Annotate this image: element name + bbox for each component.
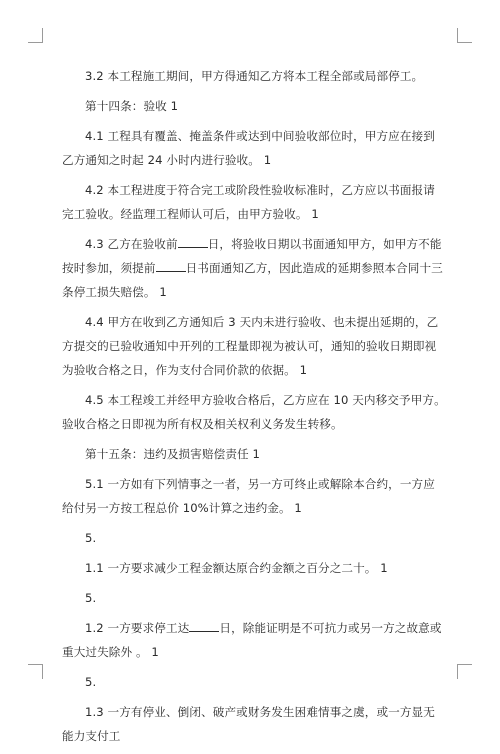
paragraph-4-1: 4.1 工程具有覆盖、掩盖条件或达到中间验收部位时，甲方应在接到乙方通知之时起 24 小时内进行验收。 1 [62, 129, 435, 167]
fill-blank [189, 619, 219, 632]
paragraph-5-1-2-part-2: 日，除能证明是不可抗力或另一方之故意或重大过失除外 。 1 [62, 621, 442, 659]
paragraph-4-2: 4.2 本工程进度于符合完工或阶段性验收标准时，乙方应以书面报请完工验收。经监理工程师认可后，由甲方验收。 1 [62, 183, 435, 221]
paragraph-4-3-part-3: 日书面通知乙方，因此造成的延期参照本合同十三条停工损失赔偿。 1 [62, 261, 443, 299]
crop-mark-top-left [28, 28, 43, 43]
crop-mark-bottom-right [457, 664, 472, 679]
article-15-heading: 第十五条：违约及损害赔偿责任 1 [85, 447, 260, 461]
paragraph-4-3-part-1: 4.3 乙方在验收前 [85, 237, 178, 251]
paragraph-5-1-1: 1.1 一方要求减少工程金额达原合约金额之百分之二十。 1 [85, 561, 388, 575]
paragraph-5-1: 5.1 一方如有下列情事之一者，另一方可终止或解除本合约，一方应给付另一方按工程总价 10%计算之违约金。 1 [62, 477, 435, 515]
paragraph-4-5: 4.5 本工程竣工并经甲方验收合格后，乙方应在 10 天内移交予甲方。验收合格之日即视为所有权及相关权利义务发生转移。 [62, 393, 446, 431]
fill-blank [178, 235, 208, 248]
paragraph-4-3-part-2: 日，将验收日期以书面通知甲方，如甲方不能按时参加，须提前 [62, 237, 442, 275]
fill-blank [156, 259, 186, 272]
paragraph-4-4: 4.4 甲方在收到乙方通知后 3 天内未进行验收、也未提出延期的，乙方提交的已验收通知中开列的工程量即视为被认可，通知的验收日期即视为验收合格之日，作为支付合同价款的依据。 1 [62, 315, 439, 377]
crop-mark-bottom-left [28, 664, 43, 679]
document-body [62, 64, 446, 754]
paragraph-5-marker-1: 5. [85, 531, 97, 545]
paragraph-3-2: 3.2 本工程施工期间，甲方得通知乙方将本工程全部或局部停工。 [85, 69, 424, 83]
article-14-heading: 第十四条：验收 1 [85, 99, 179, 113]
paragraph-5-1-2 [62, 616, 446, 664]
paragraph-5-marker-3: 5. [85, 675, 97, 689]
paragraph-5-1-3: 1.3 一方有停业、倒闭、破产或财务发生困难情事之虞，或一方显无能力支付工 [62, 705, 435, 743]
paragraph-5-marker-2: 5. [85, 591, 97, 605]
paragraph-4-3 [62, 232, 446, 304]
crop-mark-top-right [457, 28, 472, 43]
paragraph-5-1-2-part-1: 1.2 一方要求停工达 [85, 621, 190, 635]
